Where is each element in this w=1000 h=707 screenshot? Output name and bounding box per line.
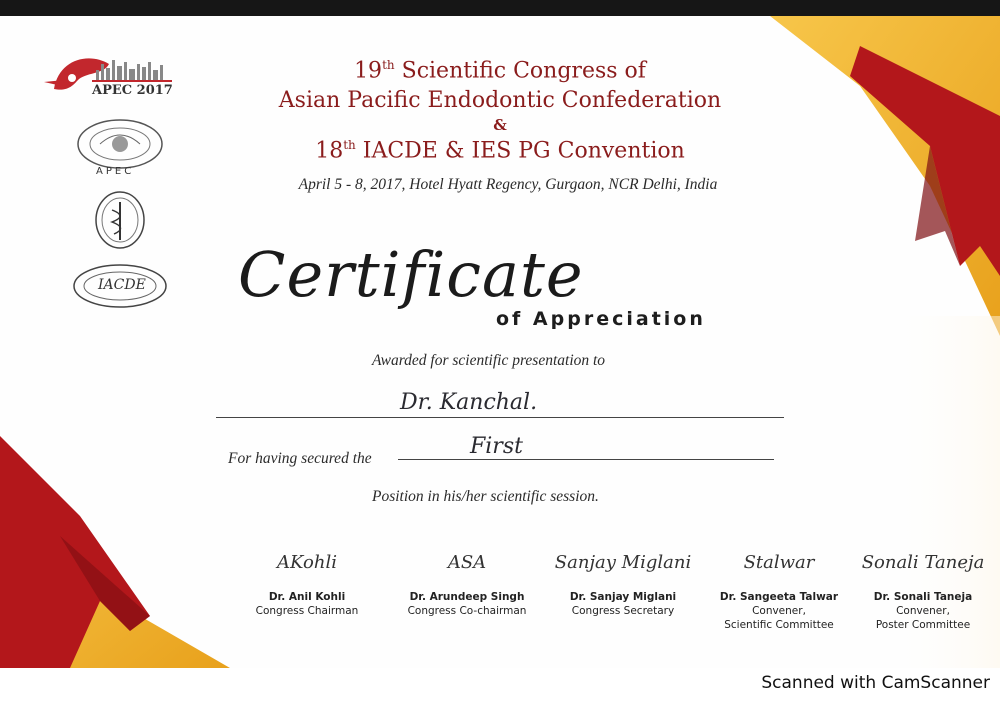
signatory-5-name: Dr. Sonali Taneja bbox=[873, 591, 973, 603]
signatory-4-name: Dr. Sangeeta Talwar bbox=[719, 591, 839, 603]
signatory-5-role-2: Poster Committee bbox=[875, 619, 971, 631]
venue-text: April 5 - 8, 2017, Hotel Hyatt Regency, Gurgaon, NCR Delhi, India bbox=[298, 176, 718, 193]
heading-line-2: Asian Pacific Endodontic Confederation bbox=[278, 88, 722, 113]
signatory-4 bbox=[704, 552, 854, 632]
heading-line-1 bbox=[0, 58, 1000, 83]
position-value: First bbox=[470, 434, 523, 459]
certificate-title: Certificate bbox=[238, 238, 584, 311]
signature-4: Stalwar bbox=[743, 552, 815, 573]
signatory-4-role-2: Scientific Committee bbox=[724, 619, 834, 631]
heading-line-3-text: IACDE & IES PG Convention bbox=[355, 138, 685, 164]
apec-2017-logo-text: APEC 2017 bbox=[92, 83, 173, 98]
signatory-5 bbox=[848, 552, 998, 632]
apec-seal-text: APEC bbox=[96, 166, 135, 177]
signatory-3 bbox=[548, 552, 698, 618]
iacde-logo bbox=[70, 262, 170, 310]
heading-ampersand: & bbox=[493, 116, 507, 134]
recipient-underline bbox=[216, 417, 784, 418]
signature-2: ASA bbox=[447, 552, 487, 573]
certificate bbox=[0, 16, 1000, 668]
signatory-3-name: Dr. Sanjay Miglani bbox=[569, 591, 677, 603]
signatory-2 bbox=[392, 552, 542, 618]
caduceus-emblem-logo bbox=[92, 188, 148, 252]
signatory-2-role: Congress Co-chairman bbox=[407, 605, 527, 617]
signatory-1-role: Congress Chairman bbox=[255, 605, 359, 617]
awarded-text: Awarded for scientific presentation to bbox=[372, 352, 606, 369]
scan-edge bbox=[0, 0, 1000, 16]
position-underline bbox=[398, 459, 774, 460]
signatory-2-name: Dr. Arundeep Singh bbox=[409, 591, 525, 603]
heading-line-1-text: Scientific Congress of bbox=[394, 58, 646, 84]
iacde-logo-text: IACDE bbox=[98, 277, 146, 293]
signatory-1 bbox=[232, 552, 382, 618]
signatory-5-role: Convener, bbox=[896, 605, 950, 617]
signatory-3-role: Congress Secretary bbox=[571, 605, 675, 617]
signature-3: Sanjay Miglani bbox=[554, 552, 692, 573]
position-text: Position in his/her scientific session. bbox=[372, 488, 599, 505]
recipient-name: Dr. Kanchal. bbox=[400, 390, 538, 415]
heading-line-1-sup: th bbox=[382, 58, 395, 72]
secured-label: For having secured the bbox=[228, 450, 372, 467]
heading-line-3 bbox=[0, 138, 1000, 163]
signature-5: Sonali Taneja bbox=[861, 552, 985, 573]
heading-line-3-sup: th bbox=[343, 138, 356, 152]
camscanner-watermark: Scanned with CamScanner bbox=[761, 673, 990, 693]
signatory-4-role: Convener, bbox=[752, 605, 806, 617]
signature-1: AKohli bbox=[277, 552, 337, 573]
certificate-subtitle: of Appreciation bbox=[496, 308, 706, 330]
heading-line-3-number: 18 bbox=[315, 138, 344, 164]
signatory-1-name: Dr. Anil Kohli bbox=[268, 591, 346, 603]
heading-line-1-number: 19 bbox=[354, 58, 383, 84]
